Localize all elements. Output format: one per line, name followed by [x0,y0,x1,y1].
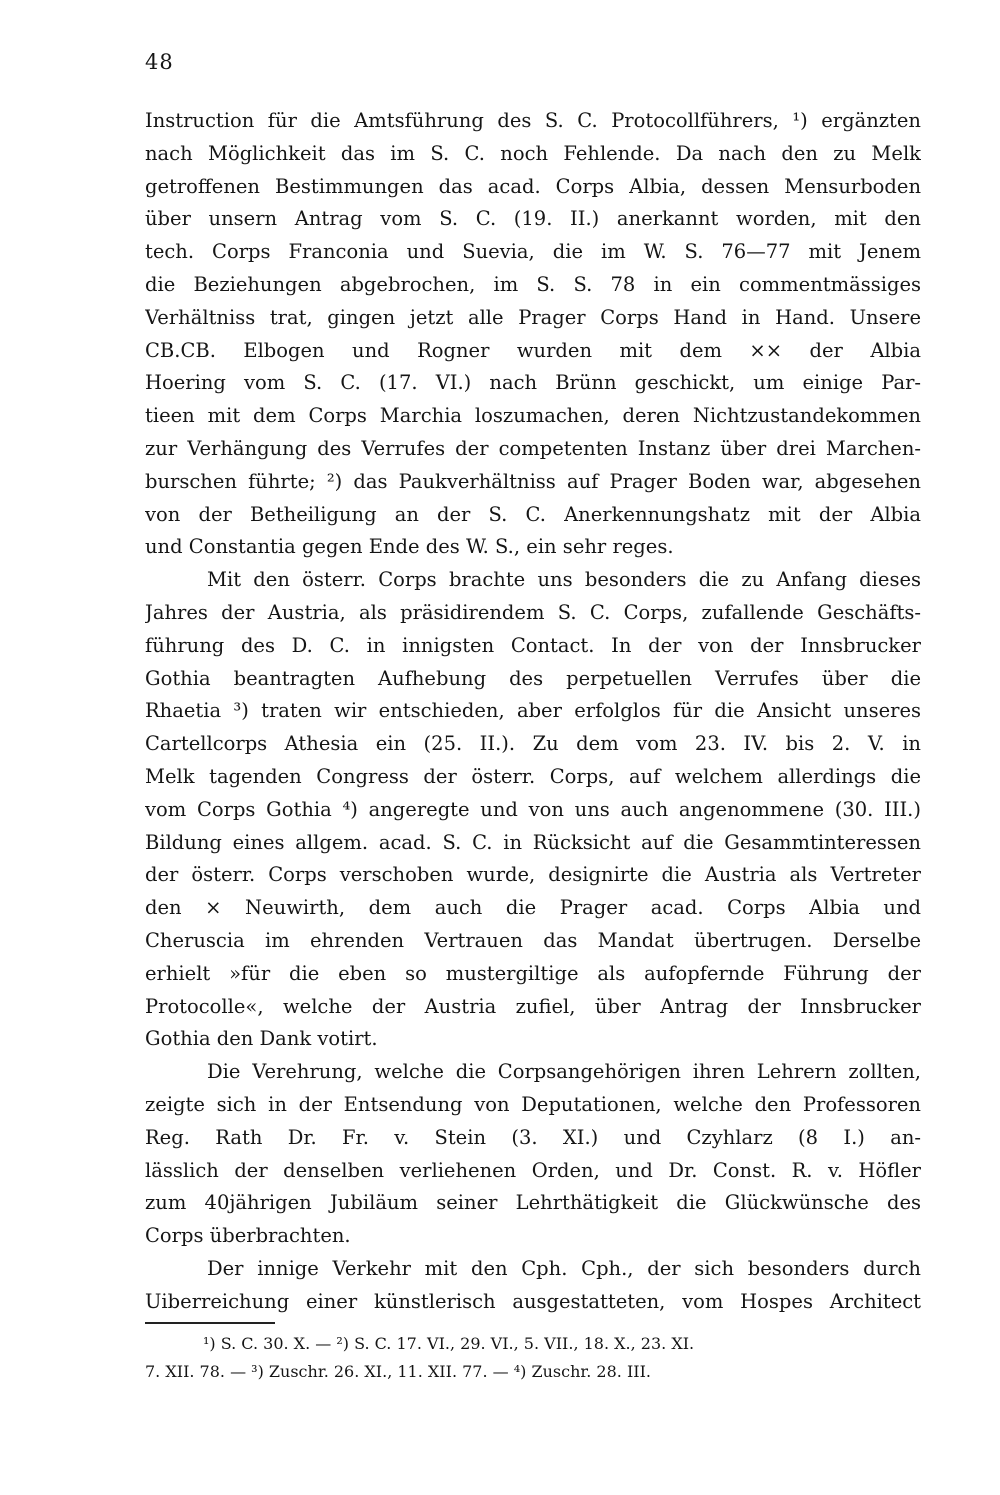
text-line: Mit den österr. Corps brachte uns besonders die zu Anfang dieses [207,568,921,592]
text-line: den × Neuwirth, dem auch die Prager acad. Corps Albia und [145,896,921,920]
text-line: lässlich der denselben verliehenen Orden, und Dr. Const. R. v. Höfler [145,1158,921,1182]
text-line: Reg. Rath Dr. Fr. v. Stein (3. XI.) und Czyhlarz (8 I.) an- [145,1125,921,1149]
text-line: burschen führte; ²) das Paukverhältniss auf Prager Boden war, abgesehen [145,469,921,493]
text-line: Gothia beantragten Aufhebung des perpetuellen Verrufes über die [145,666,921,690]
text-line: Instruction für die Amtsführung des S. C. Protocollführers, ¹) ergänzten [145,109,921,132]
text-line: Verhältniss trat, gingen jetzt alle Prager Corps Hand in Hand. Unsere [145,305,921,329]
text-line: tech. Corps Franconia und Suevia, die im W. S. 76—77 mit Jenem [145,240,921,264]
text-line: vom Corps Gothia ⁴) angeregte und von uns auch angenommene (30. III.) [145,797,921,821]
footnote-line: ¹) S. C. 30. X. — ²) S. C. 17. VI., 29. VI., 5. VII., 18. X., 23. XI. [203,1334,695,1353]
text-line: zeigte sich in der Entsendung von Deputationen, welche den Professoren [145,1092,921,1116]
text-line: Uiberreichung einer künstlerisch ausgestatteten, vom Hospes Architect [145,1289,921,1313]
text-line: Melk tagenden Congress der österr. Corps, auf welchem allerdings die [145,764,921,788]
text-line: über unsern Antrag vom S. C. (19. II.) anerkannt worden, mit den [145,207,921,231]
text-line: Corps überbrachten. [145,1224,351,1248]
text-line: Die Verehrung, welche die Corpsangehörigen ihren Lehrern zollten, [207,1060,921,1084]
text-line: zum 40jährigen Jubiläum seiner Lehrthätigkeit die Glückwünsche des [145,1191,921,1215]
text-line: CB.CB. Elbogen und Rogner wurden mit dem ×× der Albia [145,338,921,362]
text-line: führung des D. C. in innigsten Contact. In der von der Innsbrucker [145,633,921,657]
text-line: Der innige Verkehr mit den Cph. Cph., der sich besonders durch [207,1256,921,1280]
footnotes [145,1330,921,1386]
text-line: Cartellcorps Athesia ein (25. II.). Zu dem vom 23. IV. bis 2. V. in [145,732,921,756]
text-line: Cheruscia im ehrenden Vertrauen das Mandat übertrugen. Derselbe [145,928,921,952]
text-line: erhielt »für die eben so mustergiltige als aufopfernde Führung der [145,961,921,985]
text-line: Hoering vom S. C. (17. VI.) nach Brünn geschickt, um einige Par- [145,371,921,395]
text-line: Bildung eines allgem. acad. S. C. in Rücksicht auf die Gesammtinteressen [145,830,921,854]
text-line: tieen mit dem Corps Marchia loszumachen, deren Nichtzustandekommen [145,404,921,428]
text-line: zur Verhängung des Verrufes der competenten Instanz über drei Marchen- [145,436,921,460]
footnote-rule [145,1322,275,1324]
text-line: Jahres der Austria, als präsidirendem S. C. Corps, zufallende Geschäfts- [145,600,921,624]
body-text [145,105,921,1318]
page-number: 48 [145,50,174,74]
text-line: von der Betheiligung an der S. C. Anerkennungshatz mit der Albia [145,502,921,526]
text-line: und Constantia gegen Ende des W. S., ein sehr reges. [145,535,674,559]
text-line: Protocolle«, welche der Austria zufiel, über Antrag der Innsbrucker [145,994,921,1018]
text-line: der österr. Corps verschoben wurde, designirte die Austria als Vertreter [145,863,921,887]
text-line: Gothia den Dank votirt. [145,1027,378,1051]
footnote-line: 7. XII. 78. — ³) Zuschr. 26. XI., 11. XII. 77. — ⁴) Zuschr. 28. III. [145,1362,652,1381]
text-line: die Beziehungen abgebrochen, im S. S. 78 in ein commentmässiges [145,272,921,296]
text-line: Rhaetia ³) traten wir entschieden, aber erfolglos für die Ansicht unseres [145,699,921,723]
text-line: getroffenen Bestimmungen das acad. Corps Albia, dessen Mensurboden [145,174,921,198]
text-line: nach Möglichkeit das im S. C. noch Fehlende. Da nach den zu Melk [145,141,921,165]
